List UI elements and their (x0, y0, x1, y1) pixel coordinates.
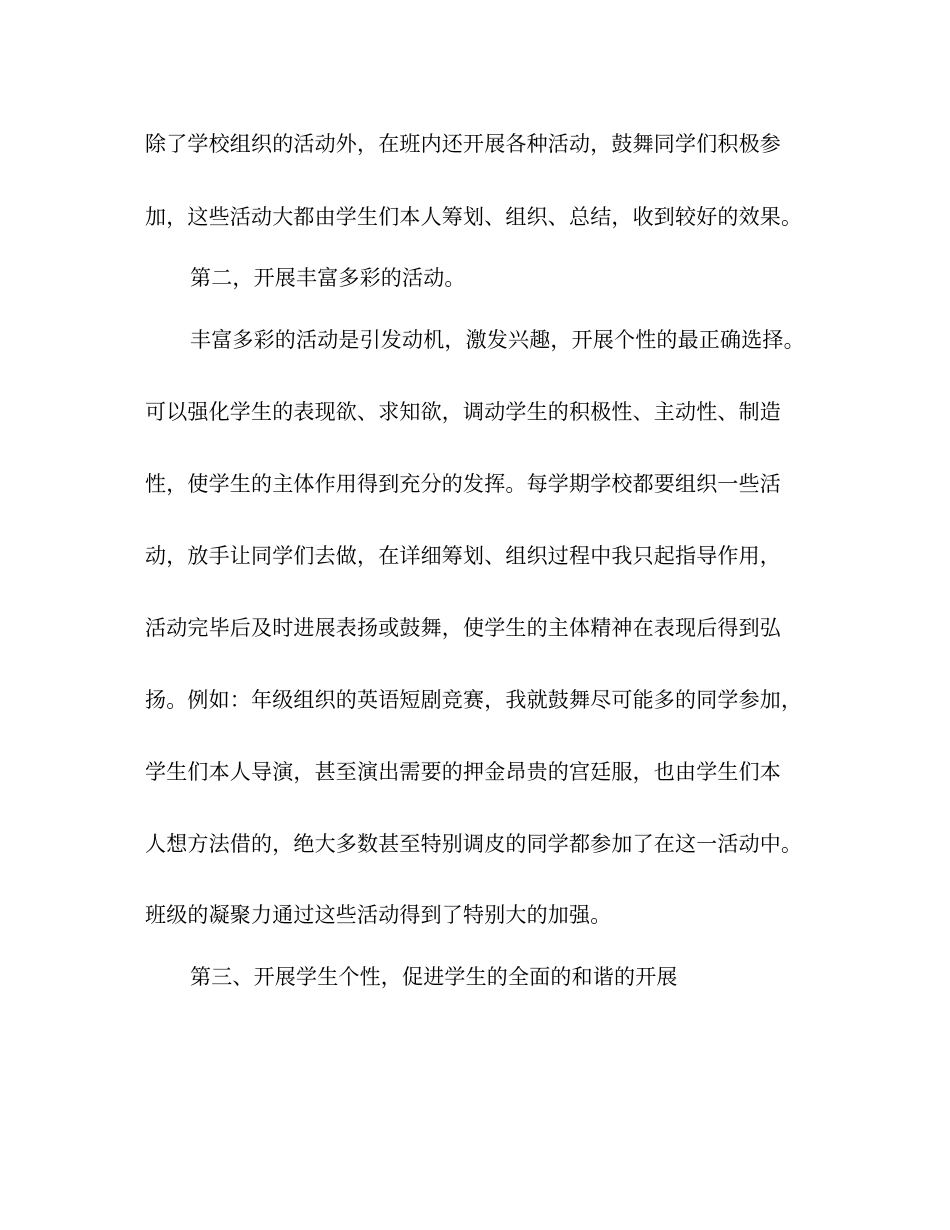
paragraph-line: 可以强化学生的表现欲、求知欲，调动学生的积极性、主动性、制造 (145, 400, 781, 424)
paragraph-line: 班级的凝聚力通过这些活动得到了特别大的加强。 (145, 903, 612, 927)
paragraph-line: 加，这些活动大都由学生们本人筹划、组织、总结，收到较好的效果。 (145, 205, 803, 229)
section-heading: 第三、开展学生个性，促进学生的全面的和谐的开展 (190, 965, 678, 989)
paragraph-line: 学生们本人导演，甚至演出需要的押金昂贵的宫廷服，也由学生们本 (145, 760, 781, 784)
paragraph-line: 除了学校组织的活动外，在班内还开展各种活动，鼓舞同学们积极参 (145, 132, 781, 156)
paragraph-line: 性，使学生的主体作用得到充分的发挥。每学期学校都要组织一些活 (145, 472, 781, 496)
paragraph-line: 动，放手让同学们去做，在详细筹划、组织过程中我只起指导作用， (145, 544, 781, 568)
paragraph-line: 人想方法借的，绝大多数甚至特别调皮的同学都参加了在这一活动中。 (145, 832, 803, 856)
paragraph-line: 扬。例如：年级组织的英语短剧竞赛，我就鼓舞尽可能多的同学参加， (145, 688, 803, 712)
paragraph-line: 丰富多彩的活动是引发动机，激发兴趣，开展个性的最正确选择。 (190, 328, 805, 352)
section-heading: 第二，开展丰富多彩的活动。 (190, 266, 466, 290)
paragraph-line: 活动完毕后及时进展表扬或鼓舞，使学生的主体精神在表现后得到弘 (145, 616, 781, 640)
